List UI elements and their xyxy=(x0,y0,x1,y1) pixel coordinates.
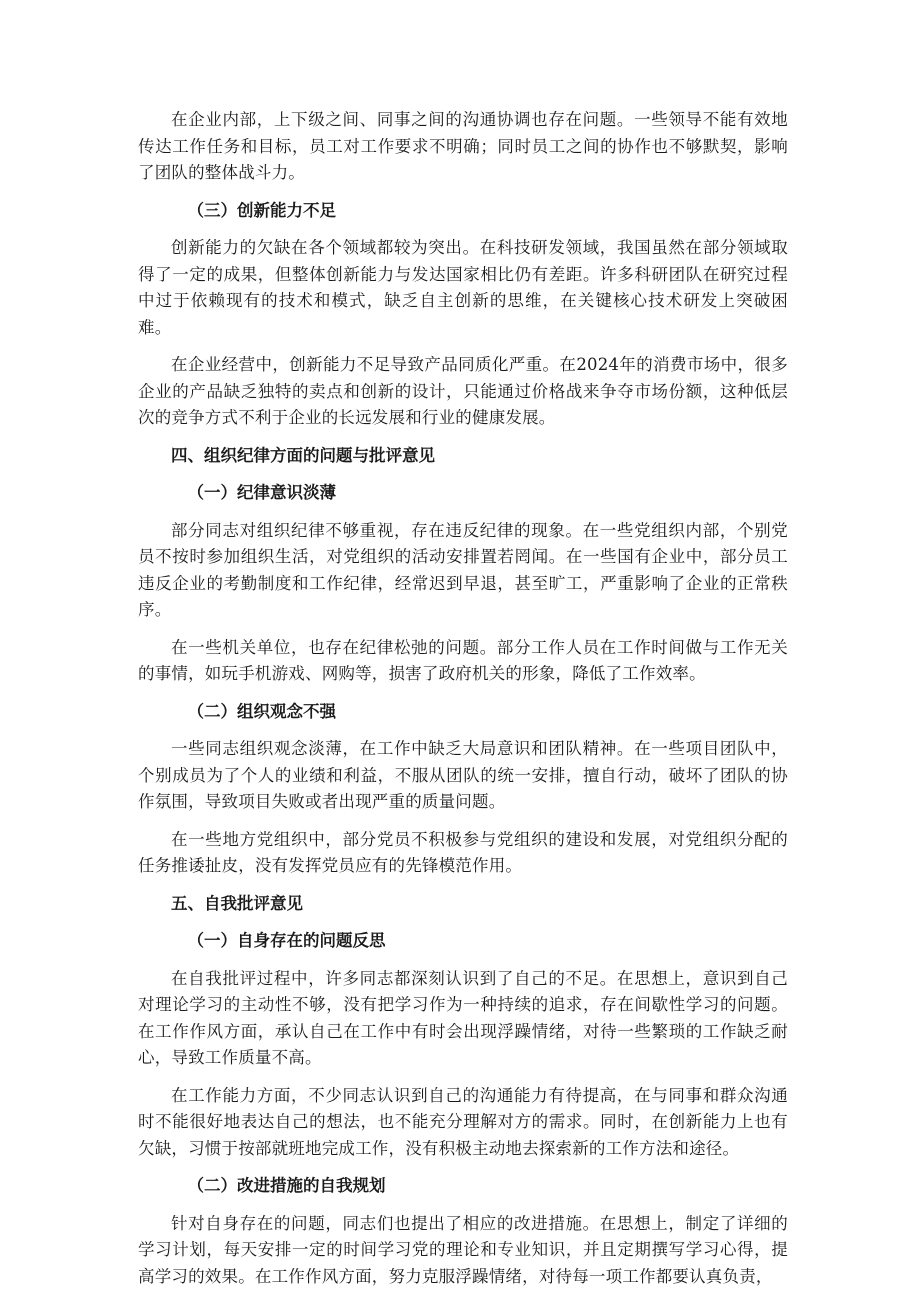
paragraph: 创新能力的欠缺在各个领域都较为突出。在科技研发领域，我国虽然在部分领域取得了一定的成果，但整体创新能力与发达国家相比仍有差距。许多科研团队在研究过程中过于依赖现有的技术和模式，缺乏自主创新的思维，在关键核心技术研发上突破困难。 xyxy=(138,238,788,337)
paragraph: 在企业内部，上下级之间、同事之间的沟通协调也存在问题。一些领导不能有效地传达工作任务和目标，员工对工作要求不明确；同时员工之间的协作也不够默契，影响了团队的整体战斗力。 xyxy=(138,110,788,182)
paragraph: 一些同志组织观念淡薄，在工作中缺乏大局意识和团队精神。在一些项目团队中，个别成员为了个人的业绩和利益，不服从团队的统一安排，擅自行动，破坏了团队的协作氛围，导致项目失败或者出现严重的质量问题。 xyxy=(138,739,788,811)
section-heading: 四、组织纪律方面的问题与批评意见 xyxy=(171,445,435,465)
paragraph: 在工作能力方面，不少同志认识到自己的沟通能力有待提高，在与同事和群众沟通时不能很好地表达自己的想法，也不能充分理解对方的需求。同时，在创新能力上也有欠缺，习惯于按部就班地完成工作，没有积极主动地去探索新的工作方法和途径。 xyxy=(138,1085,788,1158)
section-subheading: （一）纪律意识淡薄 xyxy=(187,483,336,502)
section-subheading: （二）改进措施的自我规划 xyxy=(187,1176,386,1195)
document-body xyxy=(138,107,788,1301)
paragraph: 在一些地方党组织中，部分党员不积极参与党组织的建设和发展，对党组织分配的任务推诿扯皮，没有发挥党员应有的先锋模范作用。 xyxy=(138,829,788,875)
section-subheading: （一）自身存在的问题反思 xyxy=(187,931,386,950)
paragraph: 在企业经营中，创新能力不足导致产品同质化严重。在2024年的消费市场中，很多企业的产品缺乏独特的卖点和创新的设计，只能通过价格战来争夺市场份额，这种低层次的竞争方式不利于企业的长远发展和行业的健康发展。 xyxy=(138,355,788,427)
paragraph: 部分同志对组织纪律不够重视，存在违反纪律的现象。在一些党组织内部，个别党员不按时参加组织生活，对党组织的活动安排置若罔闻。在一些国有企业中，部分员工违反企业的考勤制度和工作纪律，经常迟到早退，甚至旷工，严重影响了企业的正常秩序。 xyxy=(138,520,788,619)
paragraph: 在自我批评过程中，许多同志都深刻认识到了自己的不足。在思想上，意识到自己对理论学习的主动性不够，没有把学习作为一种持续的追求，存在间歇性学习的问题。在工作作风方面，承认自己在工作中有时会出现浮躁情绪，对待一些繁琐的工作缺乏耐心，导致工作质量不高。 xyxy=(138,968,788,1067)
paragraph: 针对自身存在的问题，同志们也提出了相应的改进措施。在思想上，制定了详细的学习计划，每天安排一定的时间学习党的理论和专业知识，并且定期撰写学习心得，提高学习的效果。在工作作风方面，努力克服浮躁情绪，对待每一项工作都要认真负责， xyxy=(138,1213,788,1286)
paragraph: 在一些机关单位，也存在纪律松弛的问题。部分工作人员在工作时间做与工作无关的事情，如玩手机游戏、网购等，损害了政府机关的形象，降低了工作效率。 xyxy=(138,637,788,683)
section-subheading: （二）组织观念不强 xyxy=(187,701,336,721)
section-heading: 五、自我批评意见 xyxy=(171,893,303,913)
section-subheading: （三）创新能力不足 xyxy=(187,200,336,220)
